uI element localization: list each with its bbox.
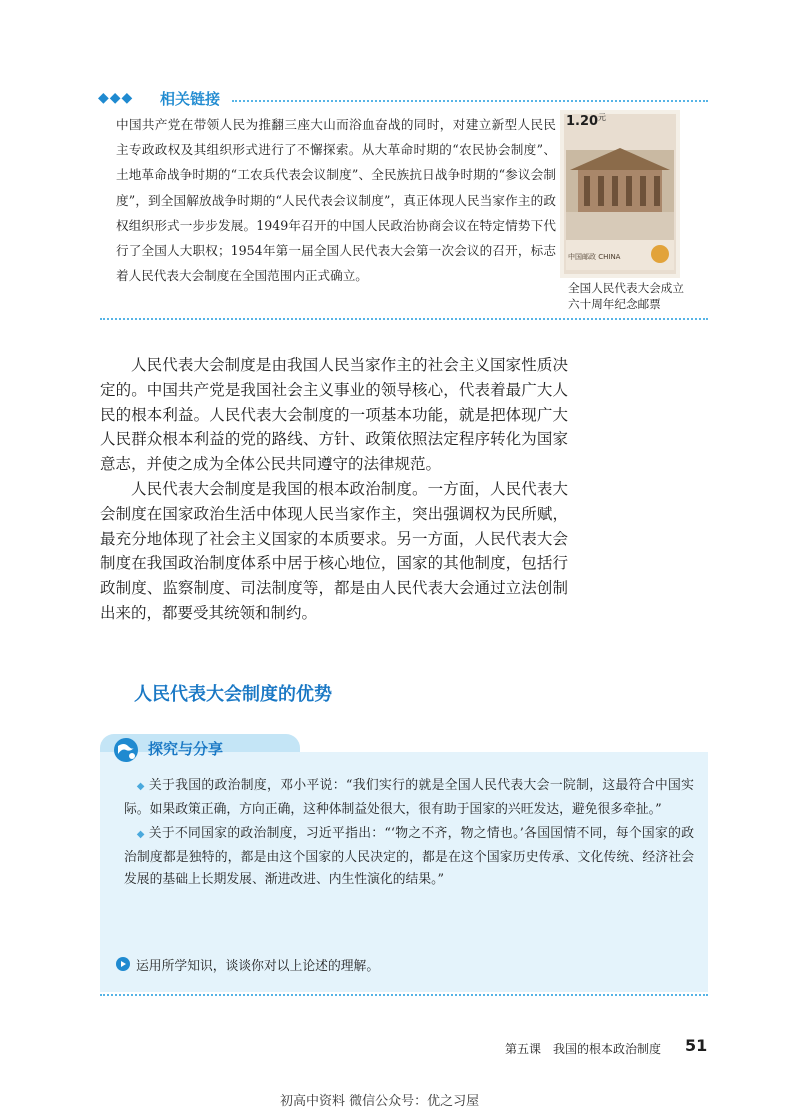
related-link-text: 中国共产党在带领人民为推翻三座大山而浴血奋战的同时，对建立新型人民民主专政政权及其组织形式进行了不懈探索。从大革命时期的“农民协会制度”、土地革命战争时期的“工农兵代表会议制度”、全民族抗日战争时期的“参议会制度”，到全国解放战争时期的“人民代表会议制度”，真正体现人民当家作主的政权组织形式一步步发展。1949年召开的中国人民政治协商会议在特定情势下代行了全国人大职权；1954年第一届全国人民代表大会第一次会议的召开，标志着人民代表大会制度在全国范围内正式确立。	[116, 117, 556, 284]
diamond-bullet-icon: ◆	[136, 829, 145, 840]
explore-task: 运用所学知识，谈谈你对以上论述的理解。	[136, 959, 380, 974]
related-link-heading: 相关链接	[160, 90, 221, 108]
stamp-value: 1.20	[566, 114, 599, 129]
diamond-bullets-icon: ◆◆◆	[98, 90, 134, 106]
arrow-bullet-icon	[116, 956, 130, 975]
explore-item-1-text: 关于我国的政治制度，邓小平说：“我们实行的就是全国人民代表大会一院制，这最符合中国实际。如果政策正确，方向正确，这种体制益处很大，很有助于国家的兴旺发达，避免很多牵扯。”	[124, 778, 694, 817]
watermark-text: 初高中资料 微信公众号：优之习屋	[280, 1094, 480, 1109]
explore-item-2-text: 关于不同国家的政治制度，习近平指出：“‘物之不齐，物之情也。’各国国情不同，每个国家的政治制度都是独特的，都是由这个国家的人民决定的，都是在这个国家历史传承、文化传统、经济社会发展的基础上长期发展、渐进改进、内生性演化的结果。”	[124, 826, 694, 887]
body-text	[100, 353, 568, 626]
divider-bottom	[100, 318, 708, 320]
explore-item-1	[124, 775, 694, 821]
globe-icon	[112, 736, 140, 768]
paragraph-1: 人民代表大会制度是由我国人民当家作主的社会主义国家性质决定的。中国共产党是我国社会主义事业的领导核心，代表着最广大人民的根本利益。人民代表大会制度的一项基本功能，就是把体现广大人民群众根本利益的党的路线、方针、政策依照法定程序转化为国家意志，并使之成为全体公民共同遵守的法律规范。	[100, 356, 568, 474]
footer-chapter: 第五课 我国的根本政治制度	[505, 1042, 662, 1056]
stamp-unit: 元	[598, 113, 606, 122]
paragraph-2: 人民代表大会制度是我国的根本政治制度。一方面，人民代表大会制度在国家政治生活中体现人民当家作主，突出强调权为民所赋，最充分地体现了社会主义国家的本质要求。另一方面，人民代表大会制度在我国政治制度体系中居于核心地位，国家的其他制度，包括行政制度、监察制度、司法制度等，都是由人民代表大会通过立法创制出来的，都要受其统领和制约。	[100, 479, 568, 622]
explore-share-text	[124, 775, 694, 894]
divider-explore-bottom	[100, 994, 708, 996]
stamp-caption-line1: 全国人民代表大会成立	[568, 281, 684, 295]
page-number: 51	[685, 1036, 708, 1055]
diamond-bullet-icon: ◆	[136, 781, 145, 792]
stamp-caption	[568, 280, 698, 312]
explore-share-title: 探究与分享	[148, 740, 224, 758]
stamp-country: 中国邮政 CHINA	[568, 253, 621, 261]
divider-top	[232, 100, 708, 102]
stamp-caption-line2: 六十周年纪念邮票	[568, 297, 661, 311]
explore-item-2	[124, 823, 694, 892]
section-heading: 人民代表大会制度的优势	[134, 684, 332, 705]
